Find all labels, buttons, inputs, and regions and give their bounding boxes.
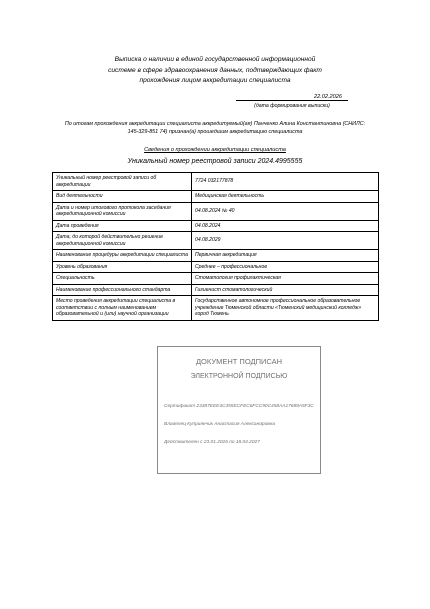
accreditation-table — [52, 172, 379, 321]
row-key: Специальность — [53, 273, 192, 285]
stamp-heading: ДОКУМЕНТ ПОДПИСАН — [195, 357, 283, 366]
row-value: Государственное автономное профессиональное образовательное учреждение Тюменской области «Тюменский медицинский колледж» город Тюмень — [192, 296, 379, 321]
row-value: Медицинская деятельность — [192, 191, 379, 203]
table-row — [53, 250, 379, 262]
row-key: Дата, до которой действительно решение аккредитационной комиссии — [53, 232, 192, 250]
stamp-subheading: ЭЛЕКТРОННОЙ ПОДПИСЬЮ — [190, 373, 288, 380]
row-key: Вид деятельности — [53, 191, 192, 203]
section-title-text: Сведения о прохождении аккредитации специалиста — [144, 147, 286, 153]
row-value: Стоматология профилактическая — [192, 273, 379, 285]
table-row — [53, 296, 379, 321]
table-row — [53, 202, 379, 220]
row-key: Наименование профессионального стандарта — [53, 284, 192, 296]
intro-paragraph — [52, 120, 378, 137]
issue-date: 22.02.2026 — [236, 94, 348, 101]
table-row — [53, 191, 379, 203]
row-value: Среднее – профессиональное — [192, 261, 379, 273]
stamp-certificate: Сертификат 23387EEE4C355ECFEC6FCC90C458AA17689A5F3C — [164, 404, 314, 409]
section-title — [40, 147, 390, 153]
row-key: Дата проведения — [53, 220, 192, 232]
table-row — [53, 220, 379, 232]
table-row — [53, 284, 379, 296]
table-row — [53, 273, 379, 285]
row-key: Уровень образования — [53, 261, 192, 273]
intro-line-1: По итогам прохождения аккредитации специалиста аккредитуемый(ая) Панченко Алина Константиновна (СНИЛС: — [64, 121, 366, 127]
row-value: 04.08.2029 — [192, 232, 379, 250]
document-title — [40, 55, 390, 87]
row-key: Дата и номер итогового протокола заседания аккредитационной комиссии — [53, 202, 192, 220]
row-key: Наименование процедуры аккредитации специалиста — [53, 250, 192, 262]
electronic-signature-stamp — [157, 346, 321, 474]
table-row — [53, 232, 379, 250]
row-value: Гигиенист стоматологический — [192, 284, 379, 296]
stamp-validity: Действителен с 23.01.2026 по 18.04.2027 — [164, 440, 260, 445]
issue-date-caption: (дата формирования выписки) — [254, 103, 330, 109]
table-row — [53, 173, 379, 191]
row-key: Место проведения аккредитации специалиста в соответствии с полным наименованием образовательной и (или) научной организации — [53, 296, 192, 321]
row-value: Первичная аккредитация — [192, 250, 379, 262]
registry-number: Уникальный номер реестровой записи 2024.4995555 — [127, 158, 303, 165]
title-line-2: системе в сфере здравоохранения данных, подтверждающих факт — [108, 66, 322, 74]
stamp-owner: Владелец Куприянчик Анастасия Александровна — [164, 422, 276, 427]
row-value: 7724 032177878 — [192, 173, 379, 191]
table-row — [53, 261, 379, 273]
row-value: 04.08.2024 № 40 — [192, 202, 379, 220]
intro-line-2: 145-329-851 74) признан(а) прошедшим аккредитацию специалиста — [127, 129, 303, 136]
row-key: Уникальный номер реестровой записи об аккредитации — [53, 173, 192, 191]
row-value: 04.08.2024 — [192, 220, 379, 232]
title-line-3: прохождения лицом аккредитации специалиста — [139, 77, 291, 84]
title-line-1: Выписка о наличии в единой государственной информационной — [114, 56, 316, 63]
